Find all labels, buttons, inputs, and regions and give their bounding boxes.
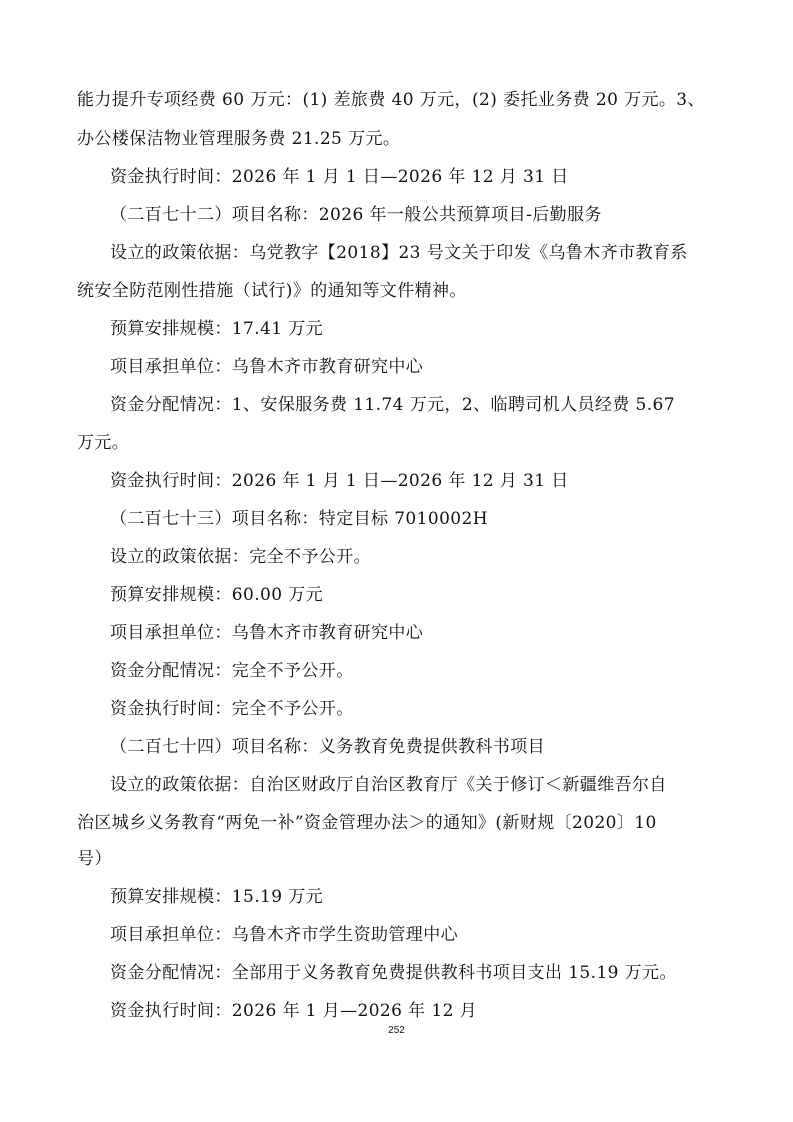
text-line: 设立的政策依据：完全不予公开。 (110, 547, 371, 567)
text-line: 预算安排规模：17.41 万元 (110, 319, 324, 339)
text-line: 项目承担单位：乌鲁木齐市教育研究中心 (110, 357, 424, 377)
text-line: 设立的政策依据：自治区财政厅自治区教育厅《关于修订＜新疆维吾尔自 (110, 775, 667, 795)
text-line: 项目承担单位：乌鲁木齐市教育研究中心 (110, 623, 424, 643)
text-line: 能力提升专项经费 60 万元：(1) 差旅费 40 万元，(2) 委托业务费 20 万元。3、 (77, 90, 705, 110)
text-line: 资金分配情况：完全不予公开。 (110, 661, 354, 681)
text-line: 资金执行时间：完全不予公开。 (110, 699, 354, 719)
section-heading: （二百七十四）项目名称：义务教育免费提供教科书项目 (110, 737, 545, 757)
text-line: 号） (77, 849, 112, 869)
section-heading: （二百七十二）项目名称：2026 年一般公共预算项目-后勤服务 (110, 205, 602, 225)
section-heading: （二百七十三）项目名称：特定目标 7010002H (110, 509, 488, 529)
text-line: 资金分配情况：全部用于义务教育免费提供教科书项目支出 15.19 万元。 (110, 963, 677, 983)
text-line: 资金执行时间：2026 年 1 月 1 日—2026 年 12 月 31 日 (110, 471, 569, 491)
text-line: 治区城乡义务教育“两免一补”资金管理办法＞的通知》(新财规〔2020〕10 (77, 813, 657, 833)
page-number: 252 (388, 1025, 405, 1036)
text-line: 万元。 (77, 433, 130, 453)
text-line: 预算安排规模：60.00 万元 (110, 585, 324, 605)
text-line: 资金执行时间：2026 年 1 月 1 日—2026 年 12 月 31 日 (110, 167, 569, 187)
text-line: 办公楼保洁物业管理服务费 21.25 万元。 (77, 129, 401, 149)
text-line: 预算安排规模：15.19 万元 (110, 887, 324, 907)
text-line: 项目承担单位：乌鲁木齐市学生资助管理中心 (110, 925, 458, 945)
text-line: 资金执行时间：2026 年 1 月—2026 年 12 月 (110, 1001, 477, 1021)
text-line: 设立的政策依据：乌党教字【2018】23 号文关于印发《乌鲁木齐市教育系 (110, 243, 688, 263)
text-line: 统安全防范刚性措施（试行)》的通知等文件精神。 (77, 281, 467, 301)
text-line: 资金分配情况：1、安保服务费 11.74 万元，2、临聘司机人员经费 5.67 (110, 395, 675, 415)
